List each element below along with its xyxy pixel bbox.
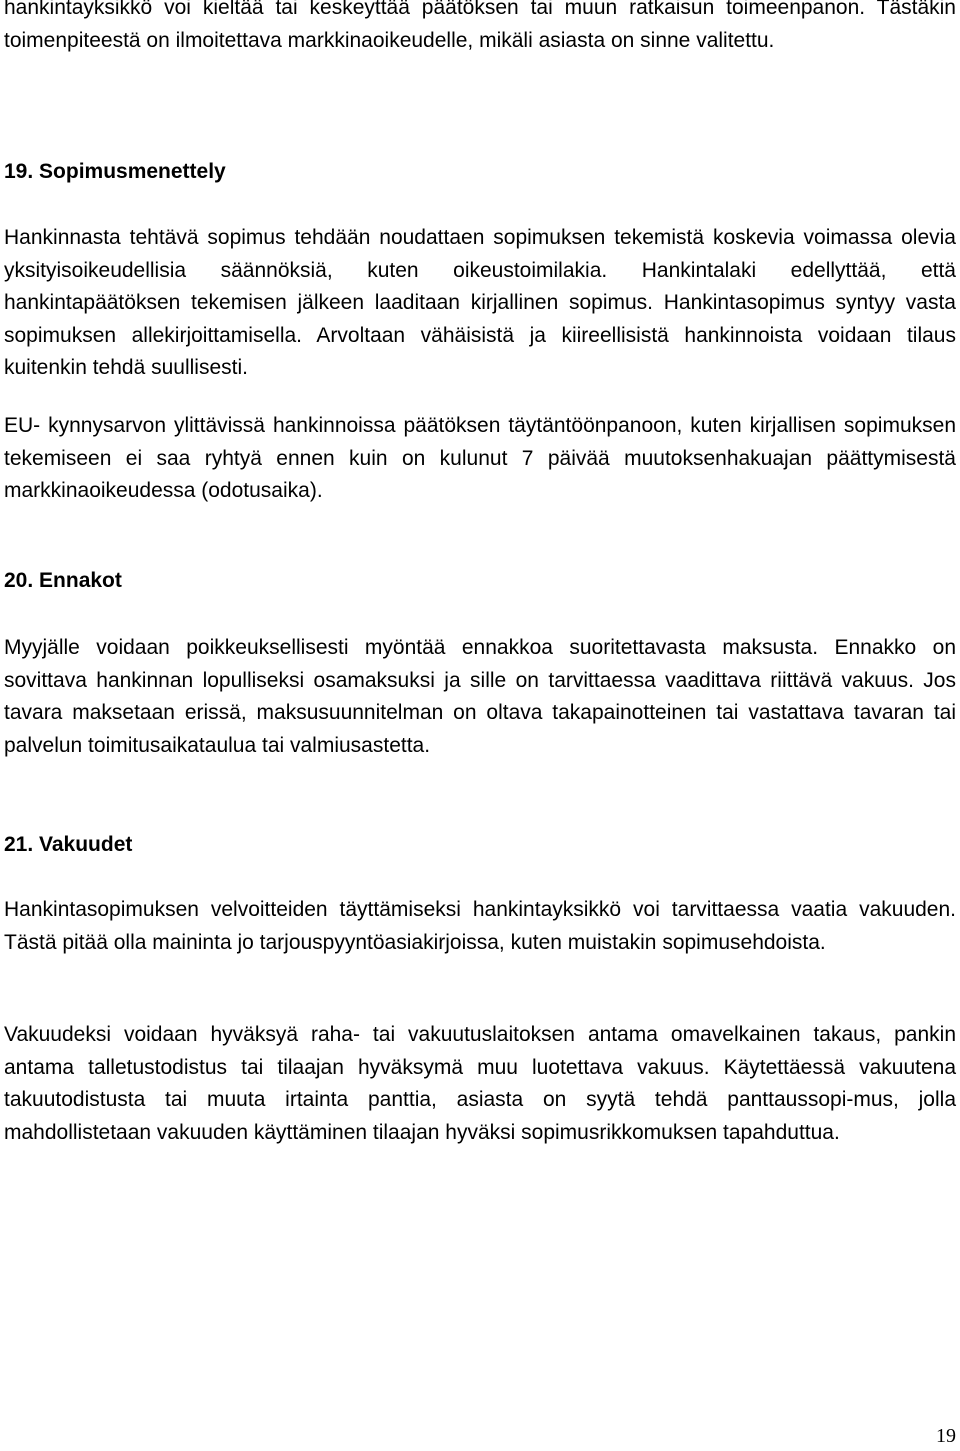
- section-21-paragraph-2: Vakuudeksi voidaan hyväksyä raha- tai vakuutuslaitoksen antama omavelkainen takaus, pankin antama talletustodistus tai tilaajan hyväksymä muu luotettava vakuus. Käytettäessä vakuutena takuutodistusta tai muuta irtainta panttia, asiasta on syytä tehdä panttaussopi-mus, jolla mahdollistetaan vakuuden käyttäminen tilaajan hyväksi sopimusrikkomuksen tapahduttua.: [4, 1023, 956, 1144]
- section-20-paragraph-1: Myyjälle voidaan poikkeuksellisesti myöntää ennakkoa suoritettavasta maksusta. Ennakko on sovittava hankinnan lopulliseksi osamaksuksi ja sille on tarvittaessa vaadittava riittävä vakuus. Jos tavara maksetaan erissä, maksusuunnitelman on oltava takapainotteinen tai vastattava tavaran tai palvelun toimitusaikataulua tai valmiusastetta.: [4, 636, 956, 757]
- continuation-paragraph: hankintayksikkö voi kieltää tai keskeyttää päätöksen tai muun ratkaisun toimeenpanon. Tästäkin toimenpiteestä on ilmoitettava markkinaoikeudelle, mikäli asiasta on sinne valitettu.: [4, 0, 956, 52]
- section-21-heading: 21. Vakuudet: [4, 833, 133, 856]
- section-21-paragraph-1: Hankintasopimuksen velvoitteiden täyttämiseksi hankintayksikkö voi tarvittaessa vaatia vakuuden. Tästä pitää olla maininta jo tarjouspyyntöasiakirjoissa, kuten muistakin sopimusehdoista.: [4, 898, 956, 954]
- section-19-paragraph-2: EU- kynnysarvon ylittävissä hankinnoissa päätöksen täytäntöönpanoon, kuten kirjallisen sopimuksen tekemiseen ei saa ryhtyä ennen kuin on kulunut 7 päivää muutoksenhakuajan päättymisestä markkinaoikeudessa (odotusaika).: [4, 414, 956, 502]
- section-20-heading: 20. Ennakot: [4, 569, 122, 592]
- page-number: 19: [936, 1425, 956, 1447]
- section-19-paragraph-1: Hankinnasta tehtävä sopimus tehdään noudattaen sopimuksen tekemistä koskevia voimassa olevia yksityisoikeudellisia säännöksiä, kuten oikeustoimilakia. Hankintalaki edellyttää, että hankintapäätöksen tekemisen jälkeen laaditaan kirjallinen sopimus. Hankintasopimus syntyy vasta sopimuksen allekirjoittamisella. Arvoltaan vähäisistä ja kiireellisistä hankinnoista voidaan tilaus kuitenkin tehdä suullisesti.: [4, 226, 956, 379]
- section-19-heading: 19. Sopimusmenettely: [4, 160, 226, 183]
